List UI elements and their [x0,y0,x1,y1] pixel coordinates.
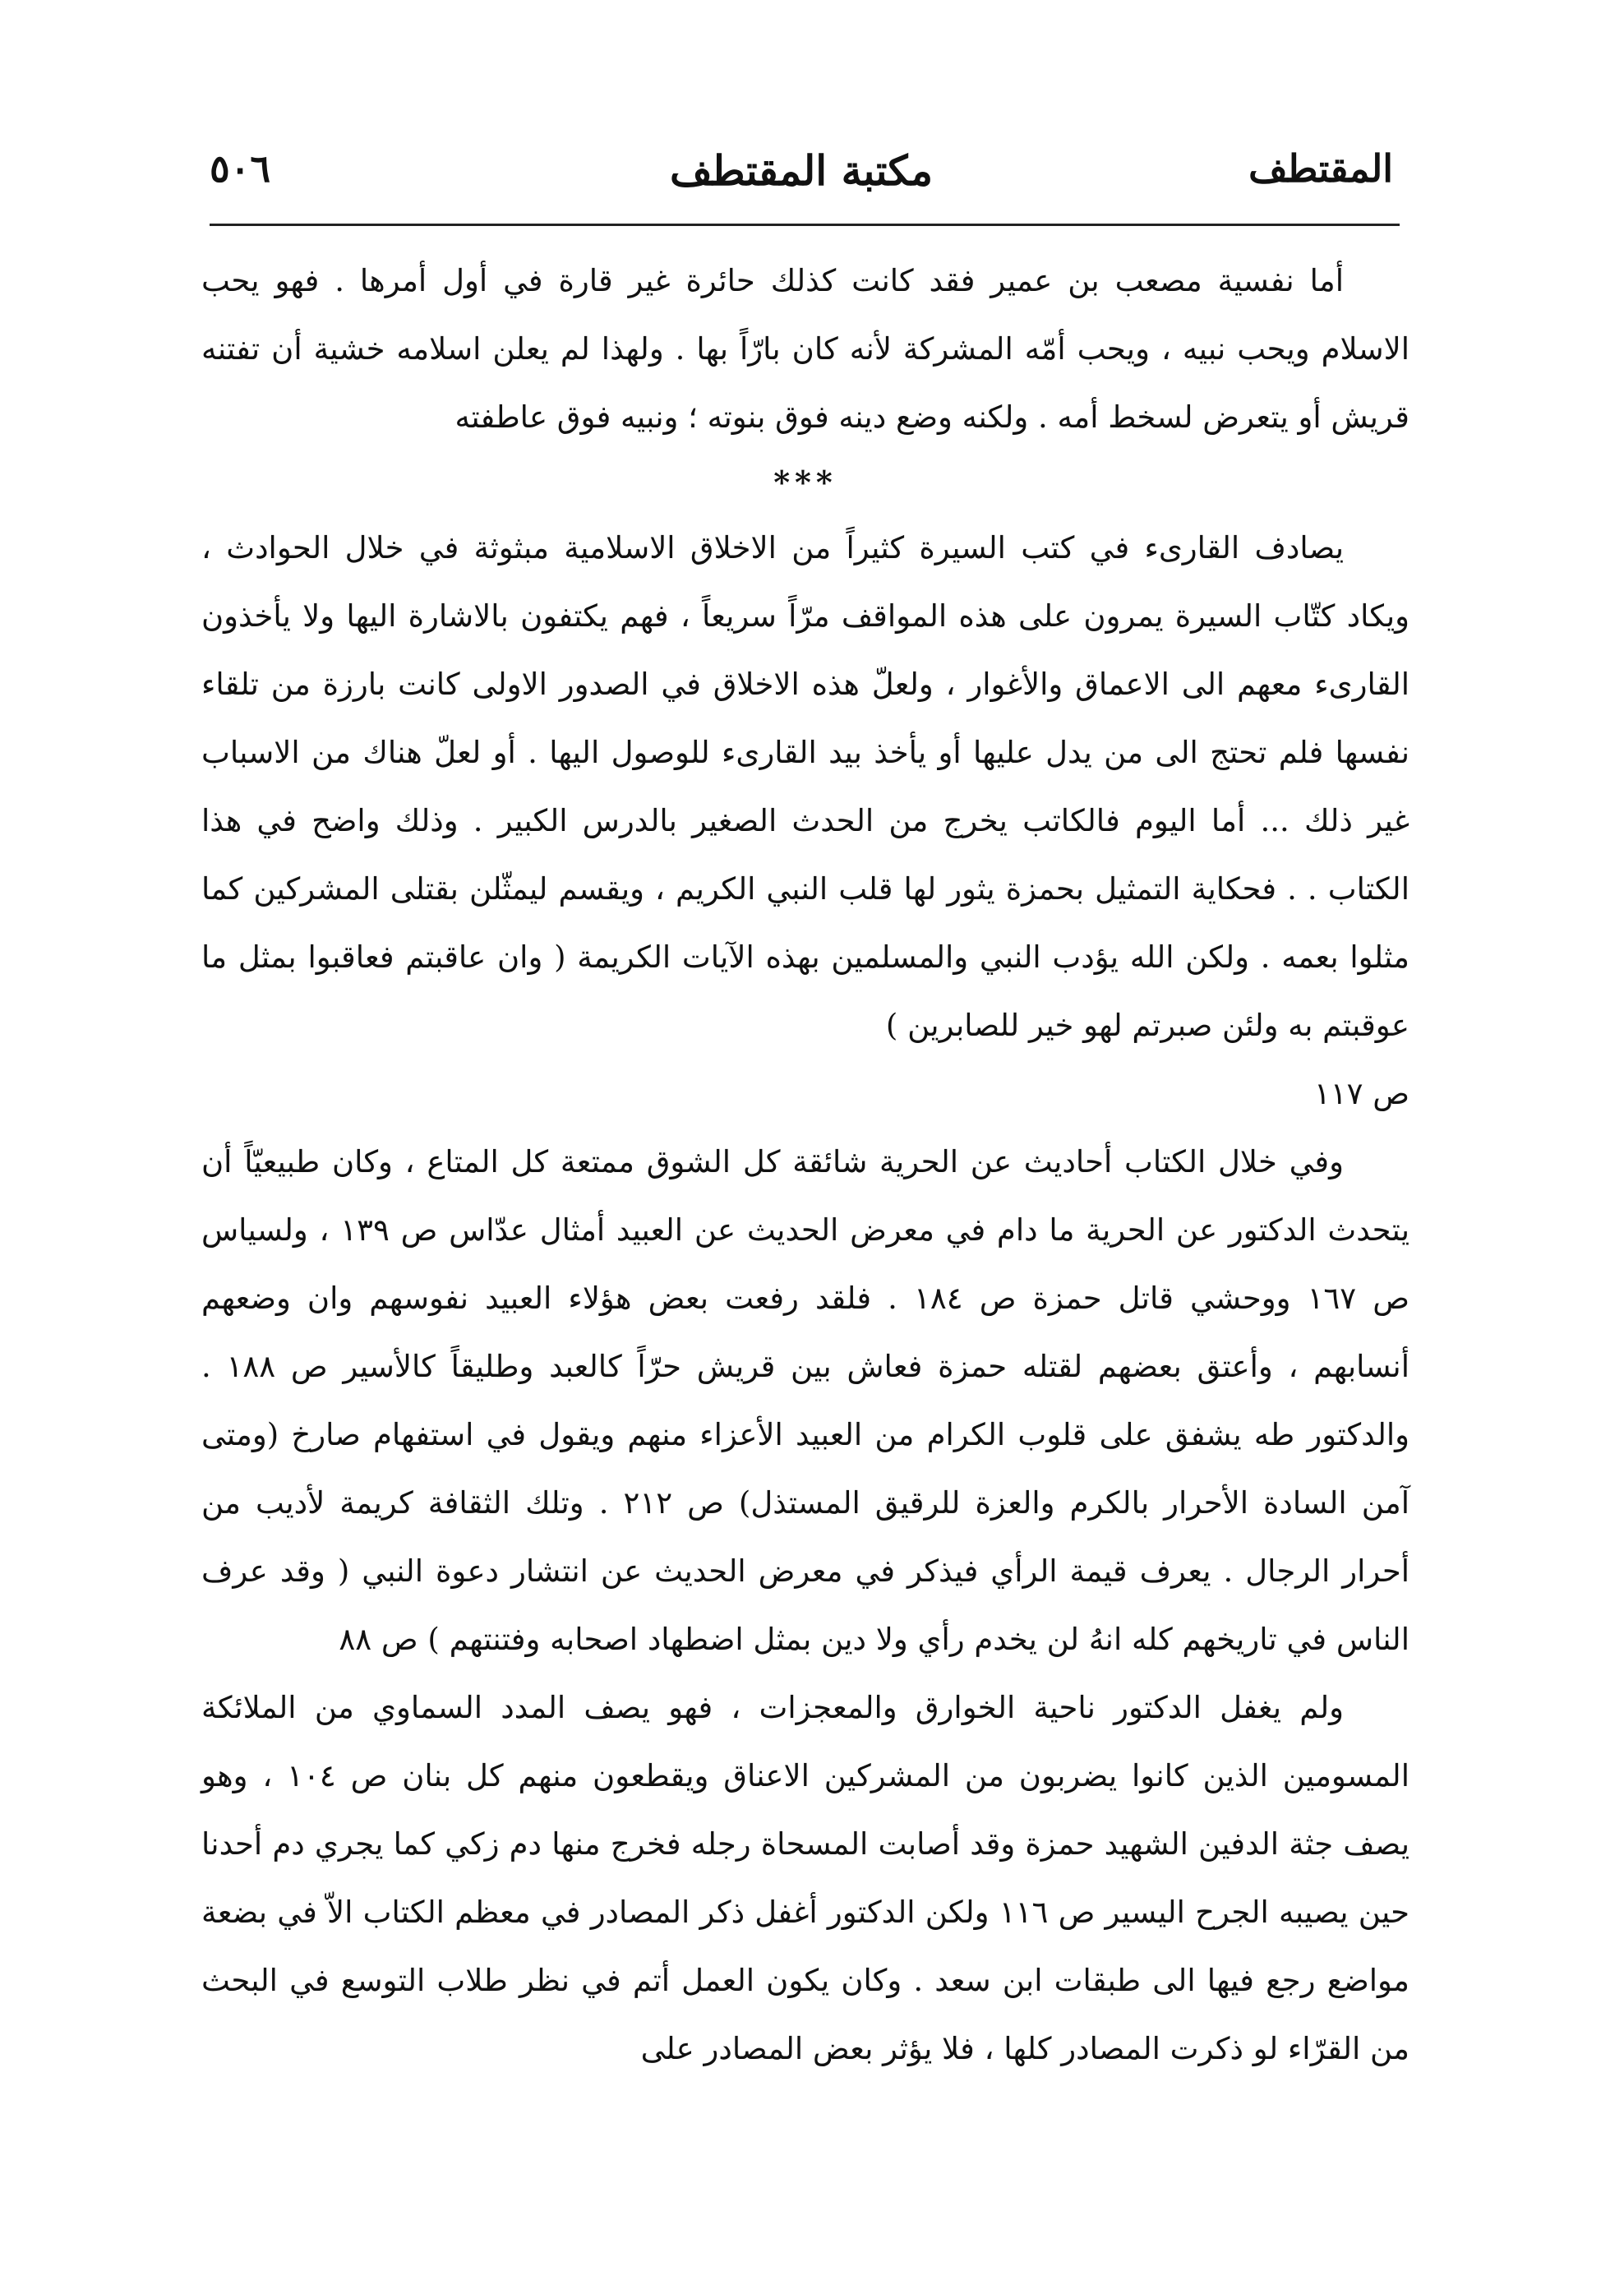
paragraph-4: ولم يغفل الدكتور ناحية الخوارق والمعجزات ، فهو يصف المدد السماوي من الملائكة المسومين الذين كانوا يضربون من المشركين الاعناق ويقطعون منهم كل بنان ص ١٠٤ ، وهو يصف جثة الدفين الشهيد حمزة وقد أصابت المسحاة رجله فخرج منها دم زكي كما يجري دم أحدنا حين يصيبه الجرح اليسير ص ١١٦ ولكن الدكتور أغفل ذكر المصادر في معظم الكتاب الاّ في بضعة مواضع رجع فيها الى طبقات ابن سعد . وكان يكون العمل أتم في نظر طلاب التوسع في البحث من القرّاء لو ذكرت المصادر كلها ، فلا يؤثر بعض المصادر على [201,1690,1409,2066]
paragraph-1: أما نفسية مصعب بن عمير فقد كانت كذلك حائرة غير قارة في أول أمرها . فهو يحب الاسلام ويحب نبيه ، ويحب أمّه المشركة لأنه كان بارّاً بها . ولهذا لم يعلن اسلامه خشية أن تفتنه قريش أو يتعرض لسخط أمه . ولكنه وضع دينه فوق بنوته ؛ ونبيه فوق عاطفته [201,263,1409,435]
section-title: مكتبة المقتطف [670,146,933,195]
header-rule [210,224,1400,226]
section-separator: *** [773,464,837,501]
page-number: ٥٠٦ [210,146,271,191]
body-text [201,247,1409,2083]
journal-title: المقتطف [1248,146,1393,191]
page-reference: ص ١١٧ [1313,1076,1409,1111]
paragraph-3: وفي خلال الكتاب أحاديث عن الحرية شائقة كل الشوق ممتعة كل المتاع ، وكان طبيعيّاً أن يتحدث الدكتور عن الحرية ما دام في معرض الحديث عن العبيد أمثال عدّاس ص ١٣٩ ، ولسياس ص ١٦٧ ووحشي قاتل حمزة ص ١٨٤ . فلقد رفعت بعض هؤلاء العبيد نفوسهم وان وضعهم أنسابهم ، وأعتق بعضهم لقتله حمزة فعاش بين قريش حرّاً كالعبد وطليقاً كالأسير ص ١٨٨ . والدكتور طه يشفق على قلوب الكرام من العبيد الأعزاء منهم ويقول في استفهام صارخ (ومتى آمن السادة الأحرار بالكرم والعزة للرقيق المستذل) ص ٢١٢ . وتلك الثقافة كريمة لأديب من أحرار الرجال . يعرف قيمة الرأي فيذكر في معرض الحديث عن انتشار دعوة النبي ( وقد عرف الناس في تاريخهم كله انهُ لن يخدم رأي ولا دين بمثل اضطهاد اصحابه وفتنتهم ) ص ٨٨ [201,1144,1410,1657]
paragraph-2: يصادف القارىء في كتب السيرة كثيراً من الاخلاق الاسلامية مبثوثة في خلال الحوادث ، ويكاد كتّاب السيرة يمرون على هذه المواقف مرّاً سريعاً ، فهم يكتفون بالاشارة اليها ولا يأخذون القارىء معهم الى الاعماق والأغوار ، ولعلّ هذه الاخلاق في الصدور الاولى كانت بارزة من تلقاء نفسها فلم تحتج الى من يدل عليها أو يأخذ بيد القارىء للوصول اليها . أو لعلّ هناك من الاسباب غير ذلك ... أما اليوم فالكاتب يخرج من الحدث الصغير بالدرس الكبير . وذلك واضح في هذا الكتاب . . فحكاية التمثيل بحمزة يثور لها قلب النبي الكريم ، ويقسم ليمثّلن بقتلى المشركين كما مثلوا بعمه . ولكن الله يؤدب النبي والمسلمين بهذه الآيات الكريمة ( وان عاقبتم فعاقبوا بمثل ما عوقبتم به ولئن صبرتم لهو خير للصابرين ) [201,530,1409,1043]
running-header [210,138,1393,204]
